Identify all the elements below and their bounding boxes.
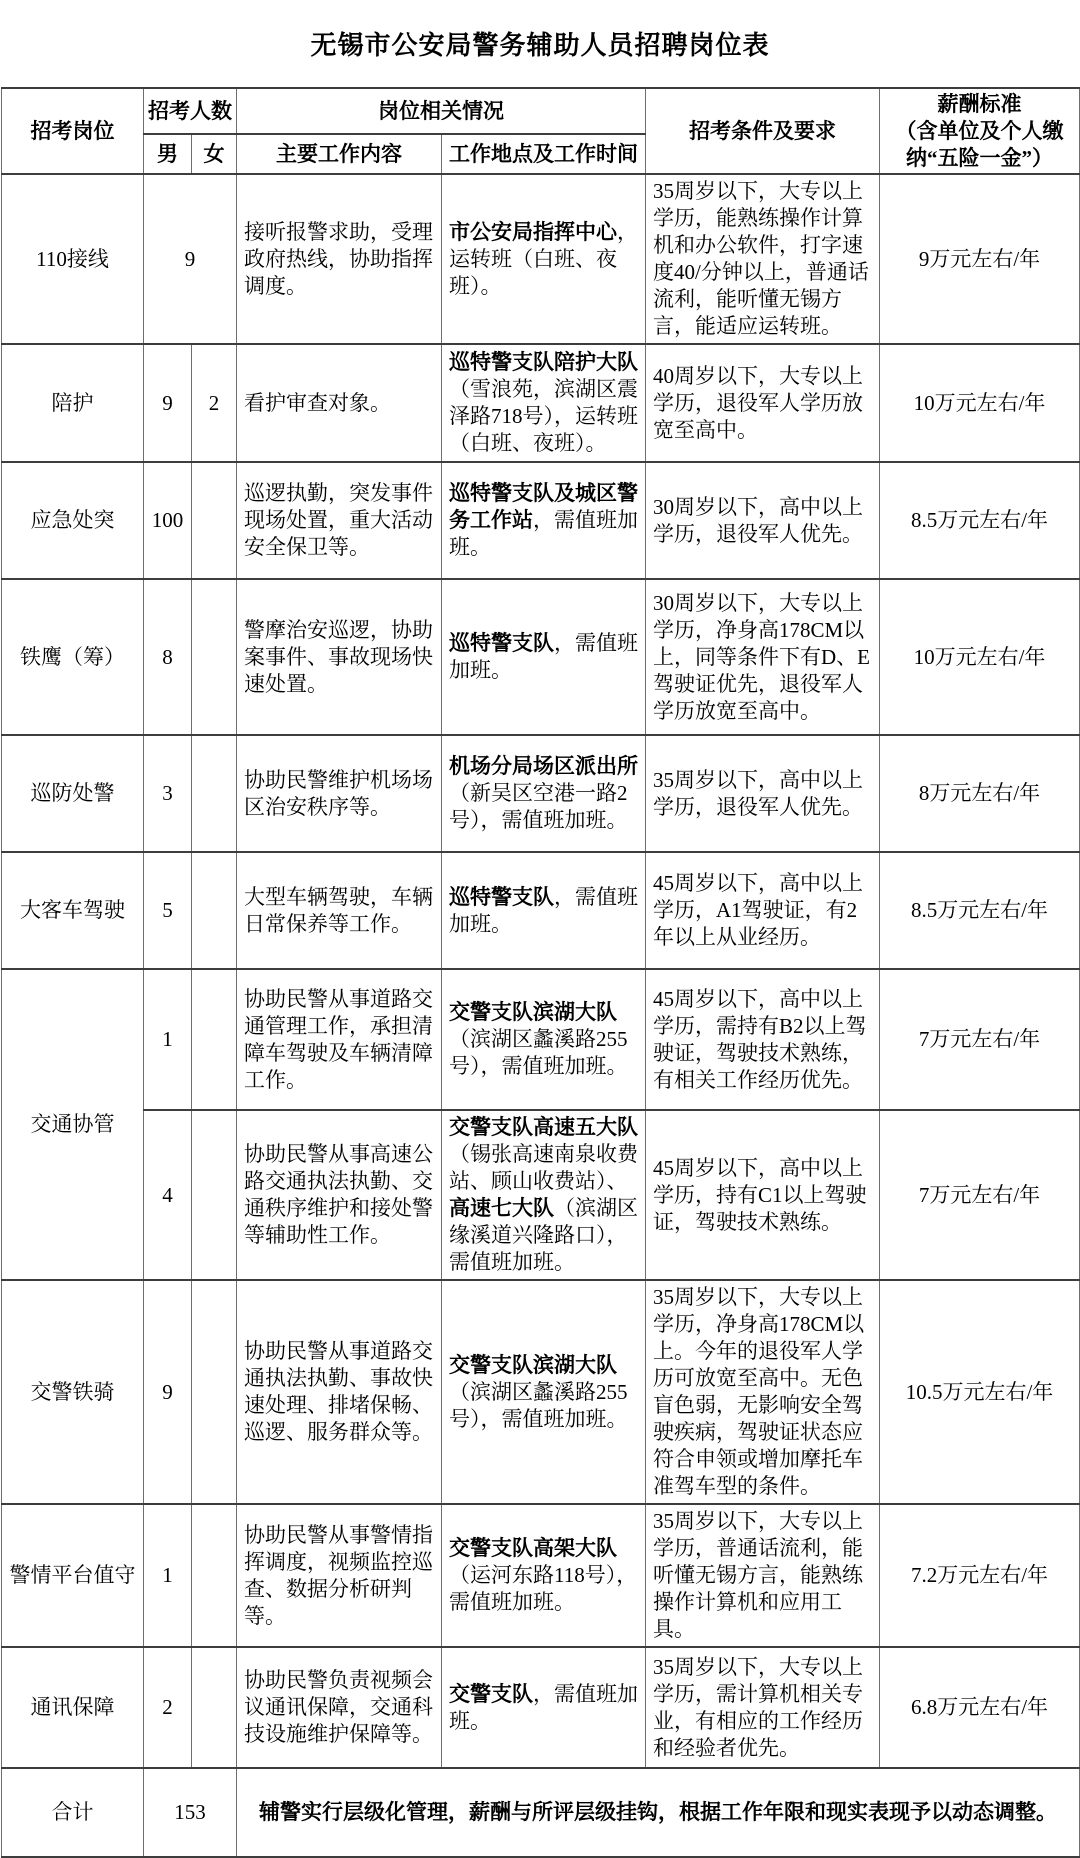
location-unit: 交警支队高速五大队 <box>449 1115 638 1139</box>
requirements-cell: 35周岁以下，大专以上学历，净身高178CM以上。今年的退役军人学历可放宽至高中。无色盲色弱，无影响安全驾驶疾病，驾驶证状态应符合申领或增加摩托车准驾车型的条件。 <box>646 1280 880 1504</box>
work-location-cell <box>442 1280 646 1504</box>
work-content-cell: 协助民警从事警情指挥调度，视频监控巡查、数据分析研判等。 <box>237 1504 442 1647</box>
location-unit: 高速七大队 <box>449 1196 554 1220</box>
salary-cell: 8.5万元左右/年 <box>880 852 1080 969</box>
work-content-cell: 协助民警从事道路交通执法执勤、事故快速处理、排堵保畅、巡逻、服务群众等。 <box>237 1280 442 1504</box>
work-location-cell <box>442 174 646 344</box>
female-count-cell <box>192 462 237 579</box>
work-content-cell: 巡逻执勤，突发事件现场处置，重大活动安全保卫等。 <box>237 462 442 579</box>
female-count-cell <box>192 969 237 1110</box>
header-job-info: 岗位相关情况 <box>237 88 646 134</box>
salary-cell: 10万元左右/年 <box>880 579 1080 735</box>
location-unit: 交警支队滨湖大队 <box>449 1352 617 1377</box>
table-row <box>2 735 1080 852</box>
location-unit: 交警支队滨湖大队 <box>449 1000 617 1024</box>
position-cell: 通讯保障 <box>2 1647 144 1768</box>
page-title: 无锡市公安局警务辅助人员招聘岗位表 <box>310 31 770 60</box>
table-row <box>2 852 1080 969</box>
work-location-cell <box>442 735 646 852</box>
male-count-cell: 9 <box>144 1280 192 1504</box>
location-detail: ，需值班加班。 <box>449 1681 638 1733</box>
position-cell: 陪护 <box>2 344 144 462</box>
requirements-cell: 45周岁以下，高中以上学历，A1驾驶证，有2年以上从业经历。 <box>646 852 880 969</box>
female-count-cell <box>192 735 237 852</box>
work-content-cell: 协助民警负责视频会议通讯保障，交通科技设施维护保障等。 <box>237 1647 442 1768</box>
recruitment-table <box>1 87 1080 1858</box>
location-detail: （雪浪苑，滨湖区震泽路718号），运转班（白班、夜班）。 <box>449 377 638 455</box>
location-detail: （滨湖区蠡溪路255号），需值班加班。 <box>449 1027 628 1078</box>
male-count-cell: 4 <box>144 1110 192 1280</box>
location-detail: （锡张高速南泉收费站、顾山收费站）、 <box>449 1142 638 1193</box>
salary-cell: 8万元左右/年 <box>880 735 1080 852</box>
work-content-cell: 看护审查对象。 <box>237 344 442 462</box>
header-position: 招考岗位 <box>2 88 144 174</box>
salary-cell: 9万元左右/年 <box>880 174 1080 344</box>
summary-row <box>2 1768 1080 1857</box>
salary-cell: 10.5万元左右/年 <box>880 1280 1080 1504</box>
table-row <box>2 174 1080 344</box>
header-requirements: 招考条件及要求 <box>646 88 880 174</box>
summary-note-cell: 辅警实行层级化管理，薪酬与所评层级挂钩，根据工作年限和现实表现予以动态调整。 <box>237 1768 1080 1857</box>
work-content-cell: 协助民警从事道路交通管理工作，承担清障车驾驶及车辆清障工作。 <box>237 969 442 1110</box>
requirements-cell: 35周岁以下，高中以上学历，退役军人优先。 <box>646 735 880 852</box>
location-unit: 交警支队 <box>449 1681 533 1706</box>
location-detail: （滨湖区蠡溪路255号），需值班加班。 <box>449 1379 628 1431</box>
header-salary <box>880 88 1080 174</box>
table-row <box>2 1280 1080 1504</box>
female-count-cell <box>192 1280 237 1504</box>
location-detail: ，需值班加班。 <box>449 631 638 682</box>
work-location-cell <box>442 579 646 735</box>
requirements-cell: 35周岁以下，大专以上学历，能熟练操作计算机和办公软件，打字速度40/分钟以上，普通话流利，能听懂无锡方言，能适应运转班。 <box>646 174 880 344</box>
header-salary-note: （含单位及个人缴纳“五险一金”） <box>895 118 1064 170</box>
work-content-cell: 大型车辆驾驶，车辆日常保养等工作。 <box>237 852 442 969</box>
location-detail: ，运转班（白班、夜班）。 <box>449 219 638 298</box>
work-location-cell <box>442 969 646 1110</box>
position-cell: 警情平台值守 <box>2 1504 144 1647</box>
position-cell: 交通协管 <box>2 969 144 1280</box>
location-unit: 巡特警支队 <box>449 884 554 909</box>
male-count-cell: 5 <box>144 852 192 969</box>
male-count-cell: 3 <box>144 735 192 852</box>
work-location-cell <box>442 462 646 579</box>
work-location-cell <box>442 1504 646 1647</box>
position-cell: 110接线 <box>2 174 144 344</box>
requirements-cell: 45周岁以下，高中以上学历，持有C1以上驾驶证，驾驶技术熟练。 <box>646 1110 880 1280</box>
header-headcount: 招考人数 <box>144 88 237 134</box>
requirements-cell: 35周岁以下，大专以上学历，普通话流利，能听懂无锡方言，能熟练操作计算机和应用工具。 <box>646 1504 880 1647</box>
work-location-cell <box>442 1110 646 1280</box>
requirements-cell: 30周岁以下，大专以上学历，净身高178CM以上，同等条件下有D、E驾驶证优先，退役军人学历放宽至高中。 <box>646 579 880 735</box>
location-unit: 巡特警支队陪护大队 <box>449 350 638 374</box>
header-row-1 <box>2 88 1080 134</box>
header-male: 男 <box>144 134 192 174</box>
table-row <box>2 969 1080 1110</box>
position-cell: 交警铁骑 <box>2 1280 144 1504</box>
position-cell: 铁鹰（筹） <box>2 579 144 735</box>
table-row <box>2 1504 1080 1647</box>
location-detail: （运河东路118号），需值班加班。 <box>449 1563 638 1614</box>
total-count-cell: 9 <box>144 174 237 344</box>
male-count-cell: 2 <box>144 1647 192 1768</box>
position-cell: 巡防处警 <box>2 735 144 852</box>
salary-cell: 10万元左右/年 <box>880 344 1080 462</box>
header-work-location: 工作地点及工作时间 <box>442 134 646 174</box>
male-count-cell: 1 <box>144 969 192 1110</box>
work-location-cell <box>442 1647 646 1768</box>
work-content-cell: 协助民警维护机场场区治安秩序等。 <box>237 735 442 852</box>
salary-cell: 7万元左右/年 <box>880 1110 1080 1280</box>
work-content-cell: 协助民警从事高速公路交通执法执勤、交通秩序维护和接处警等辅助性工作。 <box>237 1110 442 1280</box>
location-unit: 交警支队高架大队 <box>449 1536 617 1560</box>
header-female: 女 <box>192 134 237 174</box>
work-location-cell <box>442 344 646 462</box>
position-cell: 大客车驾驶 <box>2 852 144 969</box>
female-count-cell <box>192 1647 237 1768</box>
female-count-cell <box>192 852 237 969</box>
male-count-cell: 1 <box>144 1504 192 1647</box>
work-location-cell <box>442 852 646 969</box>
location-detail: ，需值班加班。 <box>449 884 638 936</box>
table-row <box>2 1110 1080 1280</box>
male-count-cell: 8 <box>144 579 192 735</box>
location-unit: 巡特警支队及城区警务工作站 <box>449 481 638 532</box>
female-count-cell: 2 <box>192 344 237 462</box>
location-unit: 巡特警支队 <box>449 631 554 655</box>
male-count-cell: 9 <box>144 344 192 462</box>
female-count-cell <box>192 579 237 735</box>
header-work-content: 主要工作内容 <box>237 134 442 174</box>
salary-cell: 8.5万元左右/年 <box>880 462 1080 579</box>
female-count-cell <box>192 1110 237 1280</box>
location-unit: 市公安局指挥中心 <box>449 219 617 244</box>
work-content-cell: 警摩治安巡逻，协助案事件、事故现场快速处置。 <box>237 579 442 735</box>
requirements-cell: 35周岁以下，大专以上学历，需计算机相关专业，有相应的工作经历和经验者优先。 <box>646 1647 880 1768</box>
requirements-cell: 30周岁以下，高中以上学历，退役军人优先。 <box>646 462 880 579</box>
work-content-cell: 接听报警求助，受理政府热线，协助指挥调度。 <box>237 174 442 344</box>
position-cell: 应急处突 <box>2 462 144 579</box>
location-detail: ，需值班加班。 <box>449 508 638 559</box>
summary-label-cell: 合计 <box>2 1768 144 1857</box>
salary-cell: 7.2万元左右/年 <box>880 1504 1080 1647</box>
requirements-cell: 40周岁以下，大专以上学历，退役军人学历放宽至高中。 <box>646 344 880 462</box>
salary-cell: 6.8万元左右/年 <box>880 1647 1080 1768</box>
table-row <box>2 462 1080 579</box>
table-row <box>2 579 1080 735</box>
location-detail: （新吴区空港一路2号），需值班加班。 <box>449 781 628 832</box>
summary-total-cell: 153 <box>144 1768 237 1857</box>
header-salary-title: 薪酬标准 <box>937 91 1022 116</box>
table-row <box>2 344 1080 462</box>
male-count-cell: 100 <box>144 462 192 579</box>
salary-cell: 7万元左右/年 <box>880 969 1080 1110</box>
location-unit: 机场分局场区派出所 <box>449 754 638 778</box>
requirements-cell: 45周岁以下，高中以上学历，需持有B2以上驾驶证，驾驶技术熟练，有相关工作经历优先。 <box>646 969 880 1110</box>
table-row <box>2 1647 1080 1768</box>
location-detail: （滨湖区缘溪道兴隆路口），需值班加班。 <box>449 1196 638 1274</box>
female-count-cell <box>192 1504 237 1647</box>
